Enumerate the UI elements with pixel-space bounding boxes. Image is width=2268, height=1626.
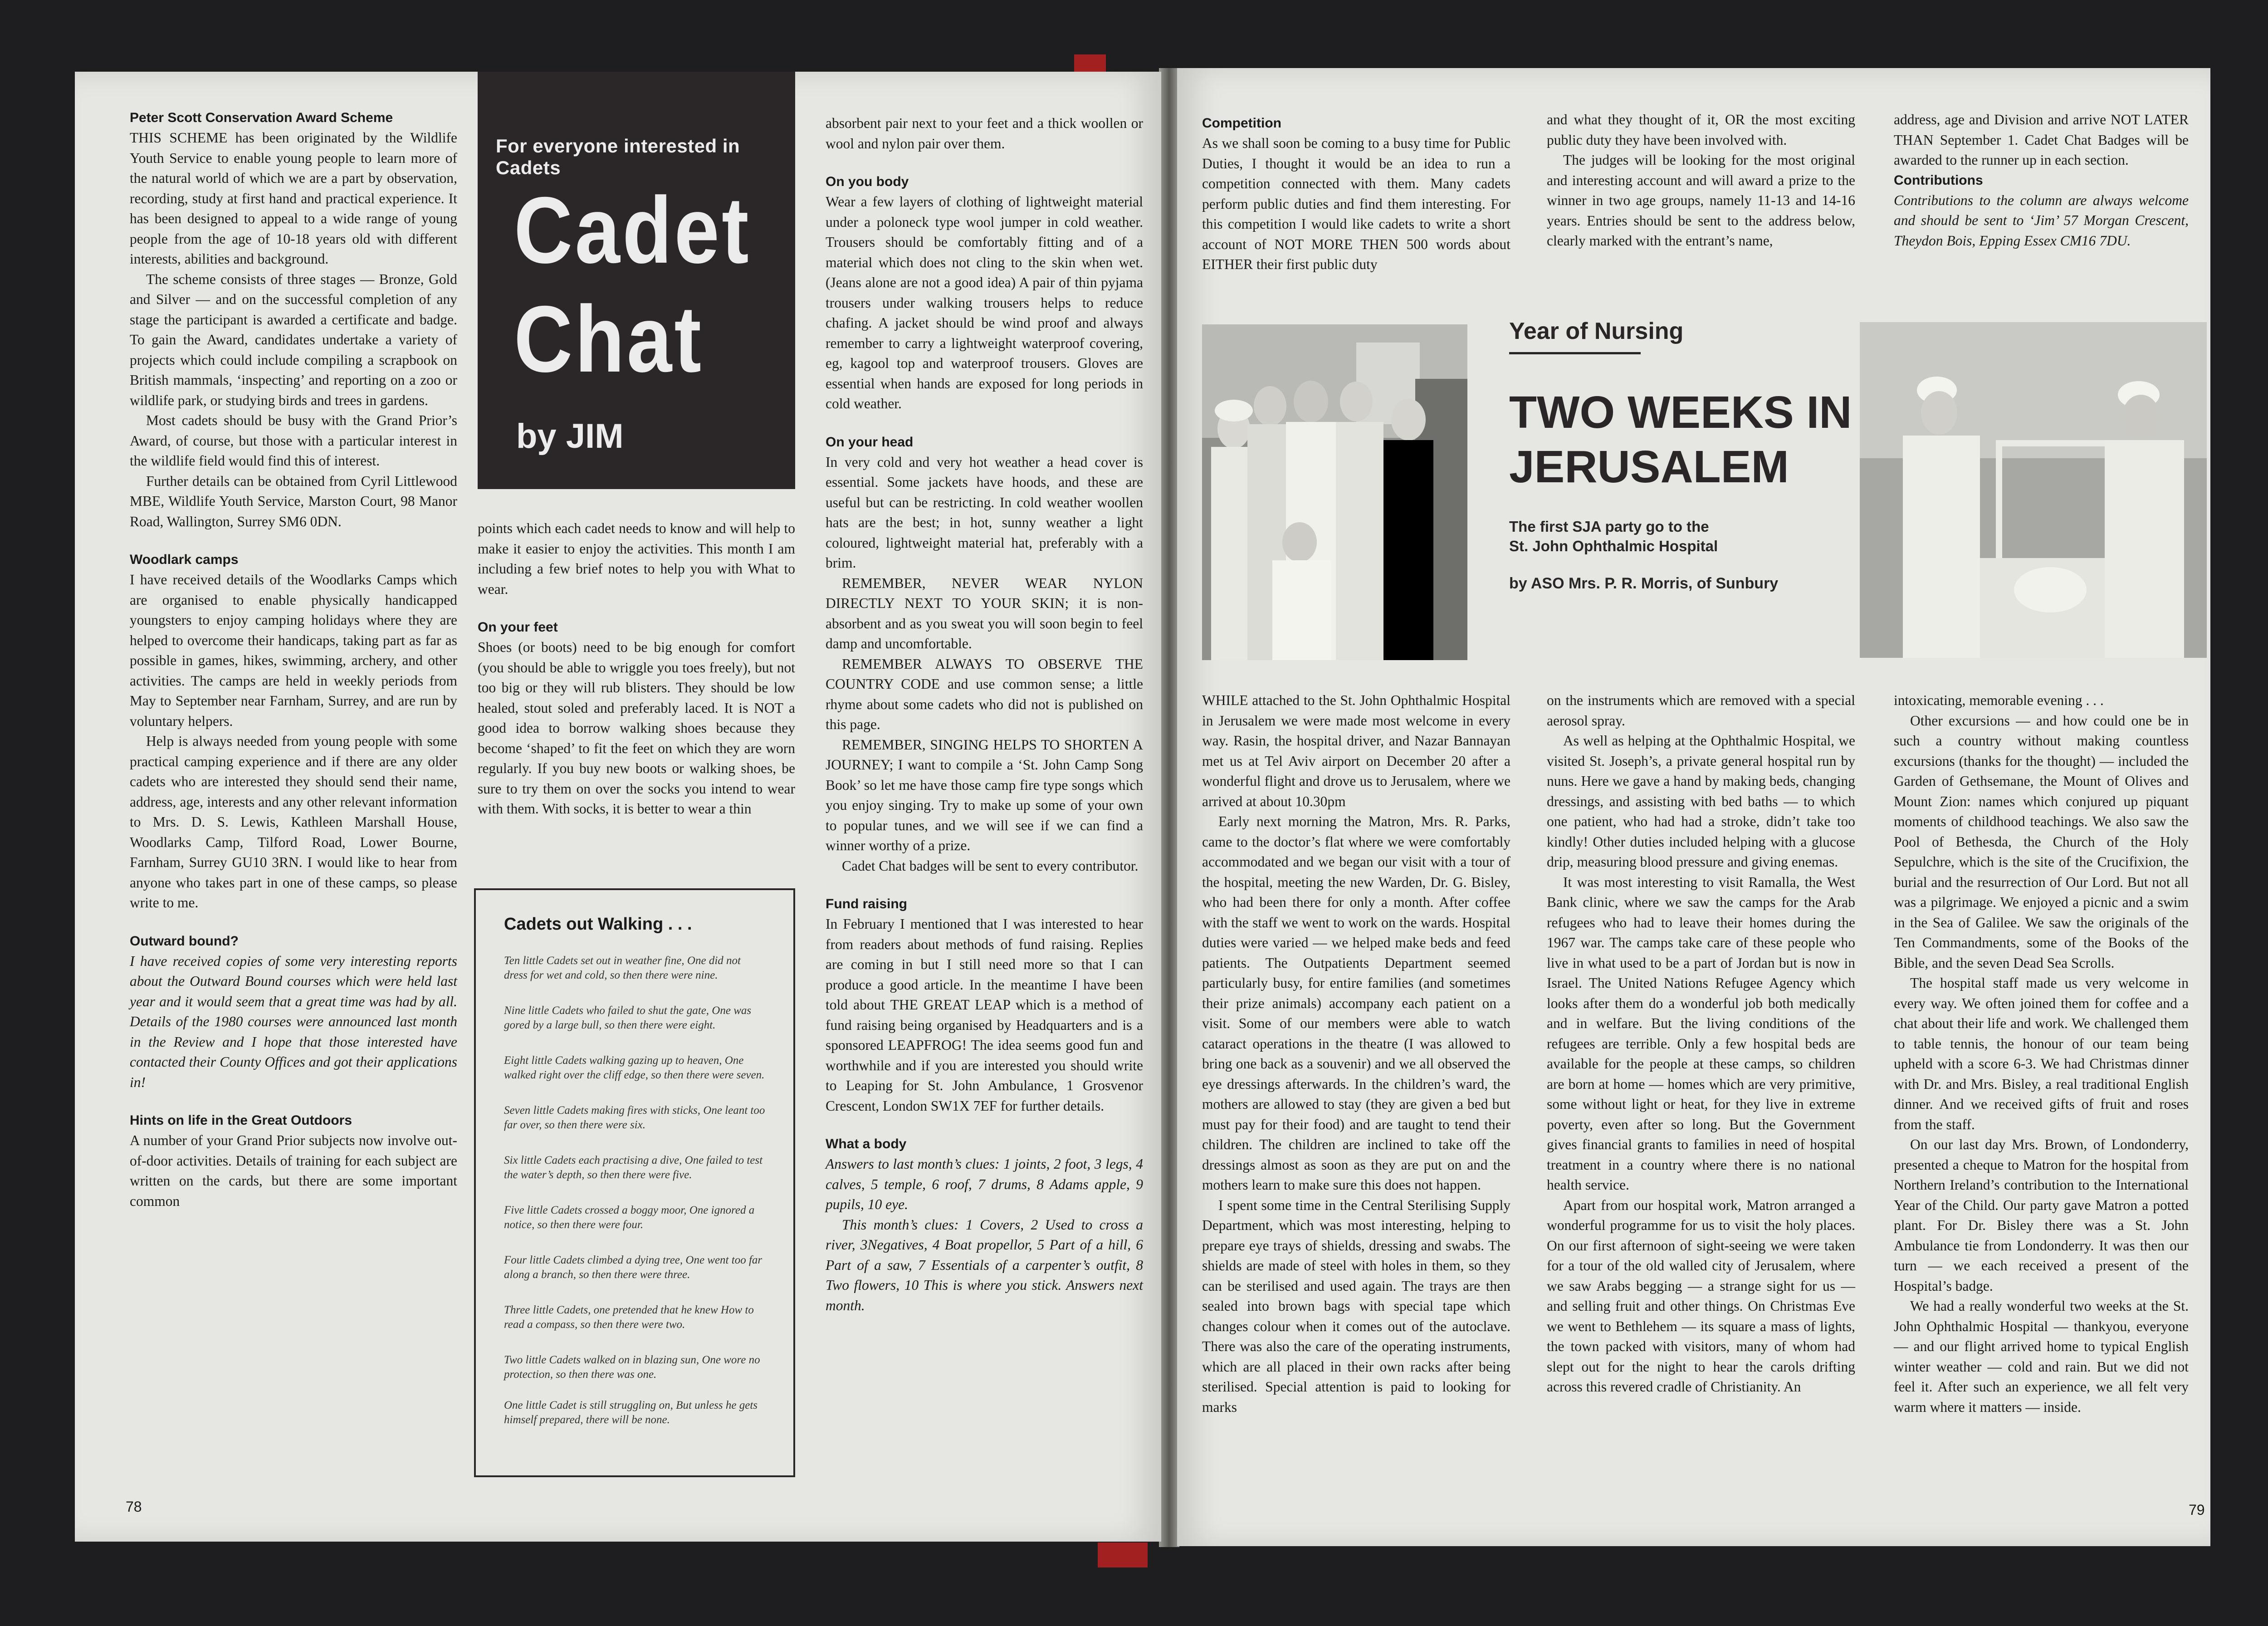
poem-verse: Three little Cadets, one pretended that he knew How to read a compass, so then there were two.: [504, 1304, 754, 1331]
paragraph: Apart from our hospital work, Matron arranged a wonderful programme for us to visit the holy places. On our first afternoon of sight-seeing we were taken for a tour of the old walled city of Jerusalem, where we saw Arabs begging — a strange sight for us — and selling fruit and other things. On Christmas Eve we went to Bethlehem — its square a mass of lights, the town packed with visitors, many of whom had slept out for the night to hear the carols drifting across this revered cradle of Christianity. An: [1547, 1197, 1855, 1395]
heading-outward: Outward bound?: [130, 933, 239, 949]
paragraph: In February I mentioned that I was interested to hear from readers about methods of fund raising. Replies are coming in but I still need more so that I can produce a good article. In the meantime I have been told about THE GREAT LEAP which is a method of fund raising being organised by Headquarters and is a sponsored LEAPFROG! The idea seems good fun and worthwhile and if you are interested you should write to Leaping for St. John Ambulance, 1 Grosvenor Crescent, London SW1X 7EF for further details.: [826, 916, 1143, 1114]
heading-body: On you body: [826, 174, 909, 189]
paragraph: As we shall soon be coming to a busy time for Public Duties, I thought it would be an idea to run a competition connected with them. Many cadets perform public duties and find them interesting. For this competition I would like cadets to write a short account of NOT MORE THEN 500 words about EITHER their first public duty: [1202, 135, 1510, 272]
left-column-3: [826, 113, 1143, 1316]
paragraph: and what they thought of it, OR the most exciting public duty they have been involved with.: [1547, 112, 1855, 148]
paragraph: I spent some time in the Central Sterilising Supply Department, which was most interesting, helping to prepare eye trays of shields, dressing and swabs. The shields are made of steel with holes in them, so they can be sterilised and used again. The trays are then sealed into brown bags with special tape which changes colour when it comes out of the autoclave. There was also the care of the operating instruments, which are all placed in their own racks after being sterilised. Special attention is paid to looking for marks: [1202, 1197, 1510, 1415]
poem-verse: Six little Cadets each practising a dive, One failed to test the water’s depth, so then there were five.: [504, 1154, 763, 1181]
poem-verse: Two little Cadets walked on in blazing sun, One wore no protection, so then there was one.: [504, 1354, 760, 1381]
poem-verse: Four little Cadets climbed a dying tree, One went too far along a branch, so then there were three.: [504, 1254, 763, 1281]
left-column-2: [478, 519, 795, 819]
paragraph: This month’s clues: 1 Covers, 2 Used to cross a river, 3Negatives, 4 Boat propellor, 5 Part of a hill, 6 Part of a saw, 7 Essentials of a carpenter’s outfit, 8 Two flowers, 10 This is where you stick. Answers next month.: [826, 1216, 1143, 1313]
paragraph: In very cold and very hot weather a head cover is essential. Some jackets have hoods, and these are useful but can be restricting. In cold weather woollen hats are the best; in hot, sunny weather a light coloured, lightweight material hat, preferably with a brim.: [826, 454, 1143, 571]
heading-fund: Fund raising: [826, 896, 907, 911]
poem-verse: One little Cadet is still struggling on, But unless he gets himself prepared, there will be none.: [504, 1399, 758, 1426]
group-photo: [1202, 324, 1467, 660]
left-column-1: [130, 108, 457, 1211]
heading-hints: Hints on life in the Great Outdoors: [130, 1113, 352, 1128]
page-number-right: 79: [2189, 1502, 2205, 1518]
paragraph: On our last day Mrs. Brown, of Londonderry, presented a cheque to Matron for the hospital from Northern Ireland’s contribution to the International Year of the Child. Our party gave Matron a potted plant. For Dr. Bisley there was a St. John Ambulance tie from Londonderry. It was then our turn — we each received a present of the Hospital’s badge.: [1894, 1136, 2189, 1294]
paragraph: The hospital staff made us very welcome in every way. We often joined them for coffee and a chat about their life and work. We challenged them to table tennis, the honour of our team being upheld with a score 6-3. We had Christmas dinner with Dr. and Mrs. Bisley, a real traditional English dinner. And we received gifts of fruit and roses from the staff.: [1894, 975, 2189, 1132]
paragraph: I have received details of the Woodlarks Camps which are organised to enable physically handicapped youngsters to enjoy camping holidays where they are helped to overcome their handicaps, taking part as far as possible in games, hikes, swimming, archery, and other activities. The camps are held in weekly periods from May to September near Farnham, Surrey, and are run by voluntary helpers.: [130, 572, 457, 729]
binding-tab: [1074, 54, 1106, 73]
page-number-left: 78: [126, 1499, 142, 1515]
right-page: [1177, 68, 2210, 1546]
paragraph: WHILE attached to the St. John Ophthalmic Hospital in Jerusalem we were made most welcome in every way. Rasin, the hospital driver, and Nazar Bannayan met us at Tel Aviv airport on December 20 after a wonderful flight and drove us to Jerusalem, where we arrived at about 10.30pm: [1202, 692, 1510, 809]
paragraph: intoxicating, memorable evening . . .: [1894, 692, 2104, 708]
subhead-line1: The first SJA party go to the: [1509, 518, 1709, 535]
poem-verse: Ten little Cadets set out in weather fine, One did not dress for wet and cold, so then there were nine.: [504, 955, 741, 981]
article-byline: by ASO Mrs. P. R. Morris, of Sunbury: [1509, 575, 1779, 592]
banner-title-line2: Chat: [514, 287, 704, 392]
article-column-2: [1547, 691, 1855, 1397]
banner-title-line1: Cadet: [514, 178, 751, 283]
ward-photo-image: [1860, 322, 2207, 658]
heading-award: Peter Scott Conservation Award Scheme: [130, 110, 393, 125]
headline-line2: JERUSALEM: [1509, 441, 1789, 492]
paragraph: As well as helping at the Ophthalmic Hospital, we visited St. Joseph’s, a private general hospital run by nuns. Here we gave a hand by making beds, changing dressings, and assisting with bed baths — to which one patient, who had had a stroke, didn’t take too kindly! Other duties included helping with a glucose drip, measuring blood pressure and giving enemas.: [1547, 733, 1855, 870]
heading-what: What a body: [826, 1136, 907, 1151]
paragraph: It was most interesting to visit Ramalla, the West Bank clinic, where we saw the camps for the Arab refugees who had to leave their homes during the 1967 war. The camps take care of these people who live in what used to be a part of Jordan but is now in Israel. The United Nations Refugee Agency which looks after them do a wonderful job both medically and in welfare. But the living conditions of the refugees are terrible. Only a few hospital beds are available for the people at these camps, so children are born at home — homes which are very primitive, some without light or heat, for they live in extreme poverty, even after so long. But the Government gives financial grants to families in need of hospital treatment in a country where there is no national health service.: [1547, 874, 1855, 1193]
paragraph: We had a really wonderful two weeks at the St. John Ophthalmic Hospital — thankyou, everyone — and our flight arrived home to typical English winter weather — cold and rain. But we did not feel it. After such an experience, we all felt very warm where it matters — inside.: [1894, 1298, 2189, 1415]
poem-box: [474, 888, 795, 1477]
paragraph: Further details can be obtained from Cyril Littlewood MBE, Wildlife Youth Service, Marston Court, 98 Manor Road, Wallington, Surrey SM6 0DN.: [130, 473, 457, 529]
competition-column-2: [1547, 110, 1855, 251]
article-column-1: [1202, 691, 1510, 1417]
paragraph: Most cadets should be busy with the Grand Prior’s Award, of course, but those with a particular interest in the wildlife field would find this of interest.: [130, 412, 457, 469]
paragraph: Wear a few layers of clothing of lightweight material under a poloneck type wool jumper in cold weather. Trousers should be comfortably fitting and of a material which does not cling to the skin when wet. (Jeans alone are not a good idea) A pair of thin pyjama trousers under walking trousers helps to reduce chafing. A jacket should be wind proof and always remember to carry a lightweight waterproof covering, eg, kagool top and waterproof trousers. Gloves are essential when hands are exposed for long periods in cold weather.: [826, 194, 1143, 411]
paragraph: Other excursions — and how could one be in such a country without making countless excursions (thanks for the thought) — included the Garden of Gethsemane, the Mount of Olives and Mount Zion: names which conjured up piquant moments of childhood teachings. We also saw the Pool of Bethesda, the Church of the Holy Sepulchre, which is the site of the Crucifixion, the burial and the resurrection of Our Lord. But not all was a pilgrimage. We enjoyed a picnic and a swim in the Sea of Galilee. We saw the originals of the Ten Commandments, some of the Books of the Bible, and the seven Dead Sea Scrolls.: [1894, 712, 2189, 971]
paragraph: Cadet Chat badges will be sent to every contributor.: [842, 857, 1139, 874]
paragraph: Contributions to the column are always welcome and should be sent to ‘Jim’ 57 Morgan Crescent, Theydon Bois, Epping Essex CM16 7DU.: [1894, 192, 2189, 249]
article-column-3: [1894, 691, 2189, 1417]
paragraph: REMEMBER ALWAYS TO OBSERVE THE COUNTRY CODE and use common sense; a little rhyme about some cadets who did not is published on this page.: [826, 656, 1143, 732]
cadet-chat-banner: [478, 72, 795, 489]
poem-verse: Eight little Cadets walking gazing up to heaven, One walked right over the cliff edge, so then there were seven.: [504, 1054, 765, 1081]
paragraph: Answers to last month’s clues: 1 joints, 2 foot, 3 legs, 4 calves, 5 temple, 6 roof, 7 drums, 8 Adams apple, 9 pupils, 10 eye.: [826, 1156, 1143, 1212]
paragraph: REMEMBER, SINGING HELPS TO SHORTEN A JOURNEY; I want to compile a ‘St. John Camp Song Book’ so let me have those camp fire type songs which you enjoy singing. Try to make up some of your own to popular tunes, and we will see if we can find a winner worthy of a prize.: [826, 736, 1143, 853]
heading-woodlark: Woodlark camps: [130, 552, 239, 567]
paragraph: A number of your Grand Prior subjects now involve out-of-door activities. Details of training for each subject are written on the cards, but there are some important common: [130, 1132, 457, 1209]
poem-verse: Nine little Cadets who failed to shut the gate, One was gored by a large bull, so then there were eight.: [504, 1004, 752, 1031]
poem-verse: Five little Cadets crossed a boggy moor, One ignored a notice, so then there were four.: [504, 1204, 755, 1231]
left-page: [75, 72, 1161, 1542]
heading-competition: Competition: [1202, 116, 1281, 131]
subhead-line2: St. John Ophthalmic Hospital: [1509, 538, 1718, 554]
headline-line1: TWO WEEKS IN: [1509, 387, 1852, 438]
poem-verse: Seven little Cadets making fires with sticks, One leant too far over, so then there were six.: [504, 1104, 765, 1131]
paragraph: THIS SCHEME has been originated by the Wildlife Youth Service to enable young people to learn more of the natural world of which we are a part by observation, recording, study at first hand and practical experience. It has been designed to appeal to a wide range of young people from the age of 10-18 years old with different interests, abilities and background.: [130, 130, 457, 267]
ward-photo: [1860, 322, 2207, 658]
paragraph: The judges will be looking for the most original and interesting account and will award a prize to the winner in two age groups, namely 11-13 and 14-16 years. Entries should be sent to the address below, clearly marked with the entrant’s name,: [1547, 152, 1855, 249]
heading-feet: On your feet: [478, 620, 558, 635]
paragraph: Early next morning the Matron, Mrs. R. Parks, came to the doctor’s flat where we were comfortably accommodated and we began our visit with a tour of the hospital, meeting the new Warden, Dr. G. Bisley, who had been there for only a month. After coffee with the staff we went to work on the wards. Hospital duties were varied — we helped make beds and feed patients. The Outpatients Department seemed particularly busy, for entire families (and sometimes their prize animals) accompany each patient on a visit. Some of our members were able to watch cataract operations in the theatre (I was allowed to bring one back as a souvenir) and we all observed the eye dressings afterwards. In the children’s ward, the mothers are allowed to stay (they are given a bed but must pay for their food) and are taught to tend their children. The children are inclined to take off the dressings almost as soon as they are put on and the mothers learn to make sure this does not happen.: [1202, 813, 1510, 1193]
heading-head: On your head: [826, 434, 914, 450]
paragraph: REMEMBER, NEVER WEAR NYLON DIRECTLY NEXT TO YOUR SKIN; it is non-absorbent and as you sweat you will soon begin to feel damp and uncomfortable.: [826, 575, 1143, 651]
paragraph: Help is always needed from young people with some practical camping experience and if there are any older cadets who are interested they should send their name, address, age, interests and any other relevant information to Mrs. D. S. Lewis, Kathleen Marshall House, Woodlarks Camp, Tilford Road, Lower Bourne, Farnham, Surrey GU10 3RN. I would like to hear from anyone who takes part in one of these camps, so please write to me.: [130, 733, 457, 911]
binding-tab-bottom: [1098, 1543, 1148, 1567]
poem-title: Cadets out Walking . . .: [504, 915, 692, 934]
paragraph: points which each cadet needs to know and will help to make it easier to enjoy the activities. This month I am including a few brief notes to help you with What to wear.: [478, 520, 795, 597]
banner-byline: by JIM: [516, 417, 624, 455]
paragraph: The scheme consists of three stages — Bronze, Gold and Silver — and on the successful completion of any stage the participant is awarded a certificate and badge. To gain the Award, candidates undertake a variety of projects which could include compiling a scrapbook on British mammals, ‘inspecting’ and reporting on a zoo or wildlife park, or studying birds and trees in gardens.: [130, 271, 457, 408]
competition-column-1: [1202, 113, 1510, 275]
paragraph: address, age and Division and arrive NOT LATER THAN September 1. Cadet Chat Badges will be awarded to the runner up in each section.: [1894, 112, 2189, 168]
heading-contributions: Contributions: [1894, 172, 1983, 188]
paragraph: on the instruments which are removed with a special aerosol spray.: [1547, 692, 1855, 729]
group-photo-image: [1202, 324, 1467, 660]
banner-kicker: For everyone interested in Cadets: [496, 135, 740, 178]
paragraph: absorbent pair next to your feet and a thick woollen or wool and nylon pair over them.: [826, 115, 1143, 152]
paragraph: Shoes (or boots) need to be big enough for comfort (you should be able to wriggle you toes freely), but not too big or they will rub blisters. They should be low healed, stout soled and preferably laced. It is NOT a good idea to borrow walking shoes because they become ‘shaped’ to fit the feet on which they are worn regularly. If you buy new boots or walking shoes, be sure to try them on over the socks you intend to wear with them. With socks, it is better to wear a thin: [478, 639, 795, 817]
section-label: Year of Nursing: [1509, 318, 1684, 344]
paragraph: I have received copies of some very interesting reports about the Outward Bound courses which were held last year and it would seem that a great time was had by all. Details of the 1980 courses were announced last month in the Review and I hope that those interested have contacted their County Offices and got their applications in!: [130, 953, 457, 1090]
competition-column-3: [1894, 110, 2189, 251]
section-rule: [1509, 352, 1641, 354]
magazine-gutter: [1159, 68, 1179, 1547]
